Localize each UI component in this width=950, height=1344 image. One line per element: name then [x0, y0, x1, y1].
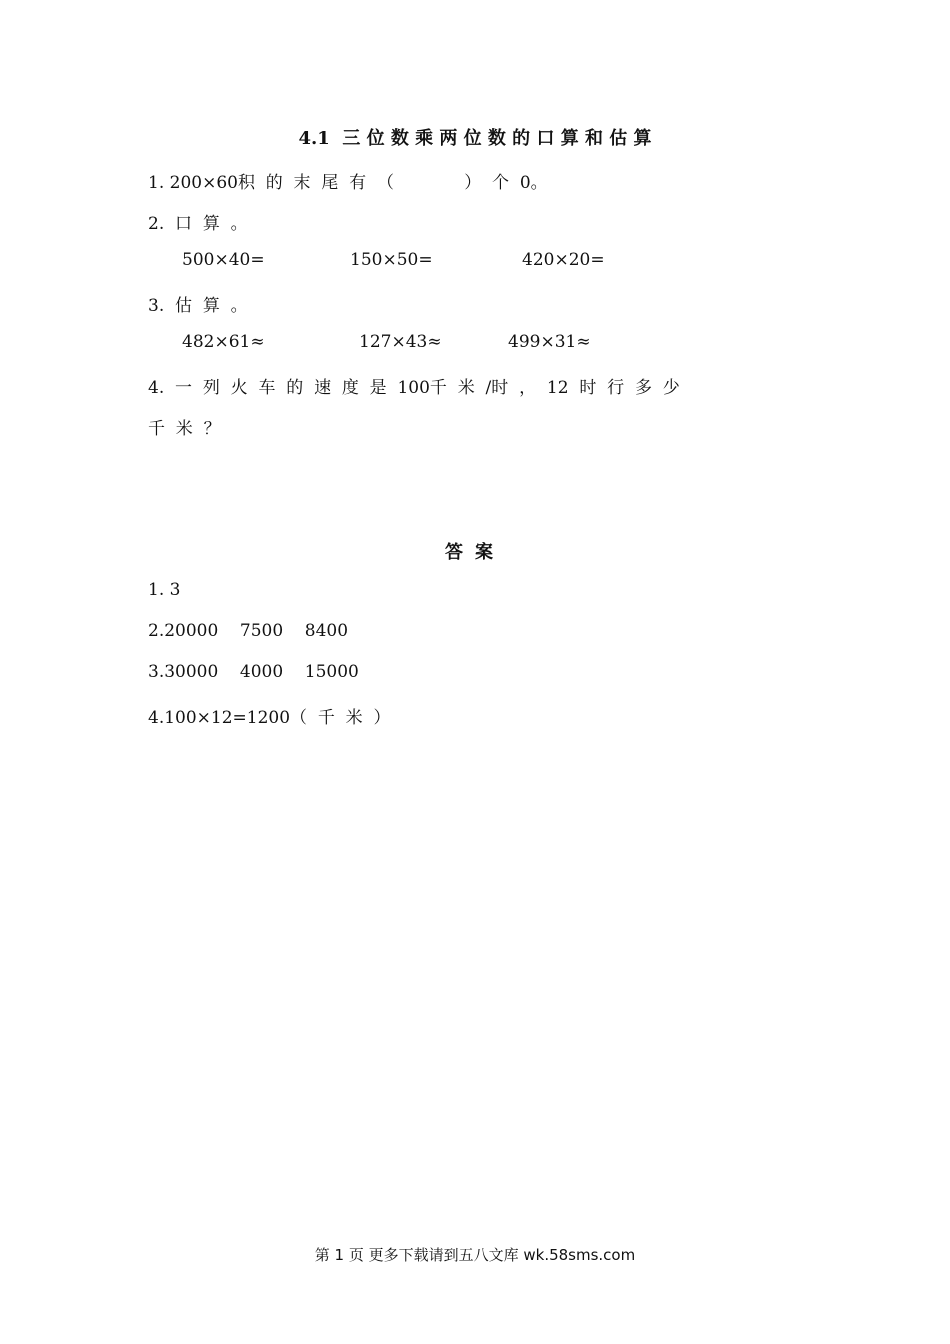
q3-item-1: 482×61≈: [182, 332, 265, 352]
answer-1: 1. 3: [148, 580, 181, 600]
question-4-line-2: 千 米 ？: [148, 419, 221, 439]
answer-title: 答案: [445, 542, 505, 563]
q2-item-2: 150×50=: [350, 250, 433, 270]
answer-2: 2.20000 7500 8400: [148, 621, 349, 641]
answer-4: 4.100×12=1200（ 千 米 ）: [148, 708, 391, 728]
question-3-label: 3. 估 算 。: [148, 296, 248, 316]
question-4-line-1: 4. 一 列 火 车 的 速 度 是 100千 米 /时 ， 12 时 行 多 少: [148, 378, 680, 398]
q2-item-1: 500×40=: [182, 250, 265, 270]
answer-3: 3.30000 4000 15000: [148, 662, 359, 682]
q2-item-3: 420×20=: [522, 250, 605, 270]
q3-item-3: 499×31≈: [508, 332, 591, 352]
question-1: 1. 200×60积 的 末 尾 有 （ ） 个 0。: [148, 173, 548, 193]
q3-item-2: 127×43≈: [359, 332, 442, 352]
page-footer: 第 1 页 更多下载请到五八文库 wk.58sms.com: [314, 1246, 636, 1264]
question-2-label: 2. 口 算 。: [148, 214, 248, 234]
page-title: 4.1 三 位 数 乘 两 位 数 的 口 算 和 估 算: [298, 128, 652, 149]
